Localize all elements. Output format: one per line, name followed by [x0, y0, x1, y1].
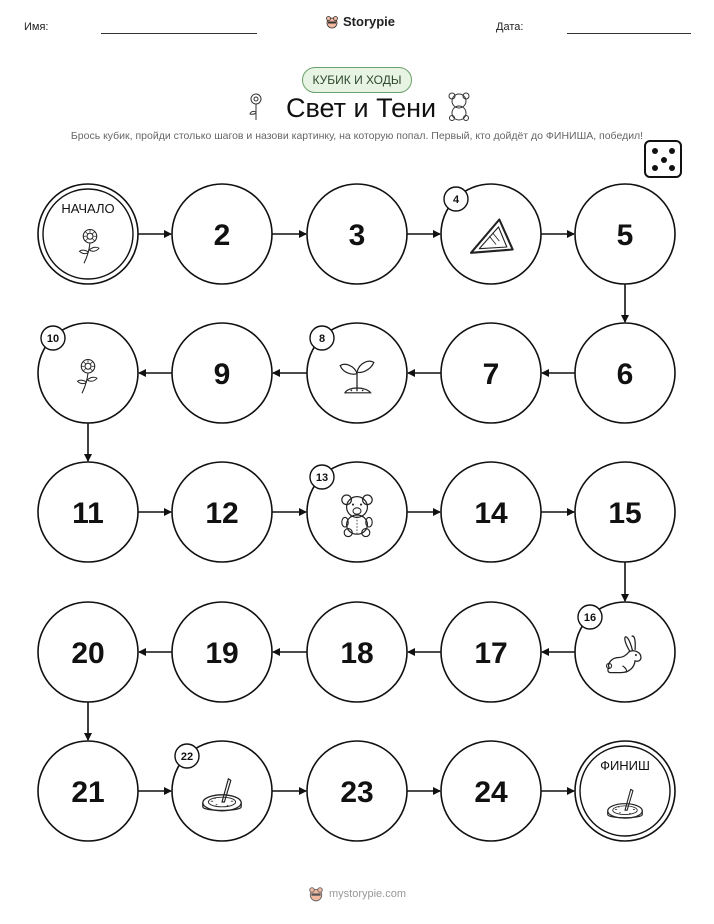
cell-number: 7: [482, 358, 500, 391]
cell-number: 24: [474, 776, 508, 809]
start-label: НАЧАЛО: [61, 201, 115, 216]
instructions: Брось кубик, пройди столько шагов и назови картинку, на которую попал. Первый, кто дойдёт до ФИНИША, победил!: [70, 130, 644, 142]
board-cell-3[interactable]: [307, 184, 407, 284]
board-cell-11[interactable]: [38, 462, 138, 562]
footer-url: mystorypie.com: [329, 888, 407, 900]
board-cell-5[interactable]: [575, 184, 675, 284]
board-cell-8[interactable]: [307, 323, 407, 423]
footer: [308, 886, 406, 902]
board-cell-16[interactable]: [575, 602, 675, 702]
cell-number: 4: [452, 194, 460, 206]
cell-number: 22: [180, 751, 194, 763]
board-cell-10[interactable]: [38, 323, 138, 423]
board-cell-21[interactable]: [38, 741, 138, 841]
board-cell-25[interactable]: [575, 741, 675, 841]
cell-number: 8: [318, 333, 326, 345]
board-cell-17[interactable]: [441, 602, 541, 702]
cell-number: 19: [205, 637, 239, 670]
cell-number: 9: [213, 358, 231, 391]
page-title: Свет и Тени: [286, 93, 437, 123]
board-cell-14[interactable]: [441, 462, 541, 562]
board-cell-2[interactable]: [172, 184, 272, 284]
cell-number: 6: [616, 358, 634, 391]
board-cell-18[interactable]: [307, 602, 407, 702]
cell-outline: [575, 741, 675, 841]
cell-number: 11: [72, 497, 104, 530]
board-cell-6[interactable]: [575, 323, 675, 423]
cell-number: 13: [315, 472, 329, 484]
mascot-icon: [308, 886, 324, 902]
cell-number: 2: [213, 219, 231, 252]
finish-label: ФИНИШ: [600, 758, 650, 773]
cell-number: 21: [71, 776, 105, 809]
cell-number: 20: [71, 637, 105, 670]
cell-number: 12: [205, 497, 239, 530]
board-cell-20[interactable]: [38, 602, 138, 702]
cell-number: 17: [474, 637, 508, 670]
board-cell-9[interactable]: [172, 323, 272, 423]
board-cell-12[interactable]: [172, 462, 272, 562]
cell-number: 16: [583, 612, 597, 624]
cell-number: 10: [46, 333, 60, 345]
board-cell-13[interactable]: [307, 462, 407, 562]
board-cell-24[interactable]: [441, 741, 541, 841]
cell-number: 14: [474, 497, 508, 530]
cell-number: 18: [340, 637, 374, 670]
board-cell-19[interactable]: [172, 602, 272, 702]
name-label: Имя:: [24, 21, 49, 33]
cell-number: 23: [340, 776, 374, 809]
board-cell-1[interactable]: [38, 184, 138, 284]
board-cell-7[interactable]: [441, 323, 541, 423]
board-cell-4[interactable]: [441, 184, 541, 284]
brand-name: Storypie: [343, 14, 396, 29]
cell-number: 3: [348, 219, 366, 252]
board-cell-23[interactable]: [307, 741, 407, 841]
board-cell-22[interactable]: [172, 741, 272, 841]
date-label: Дата:: [496, 21, 524, 33]
board-cell-15[interactable]: [575, 462, 675, 562]
cell-number: 5: [616, 219, 634, 252]
game-type-badge: КУБИК И ХОДЫ: [302, 67, 412, 93]
cell-number: 15: [608, 497, 642, 530]
